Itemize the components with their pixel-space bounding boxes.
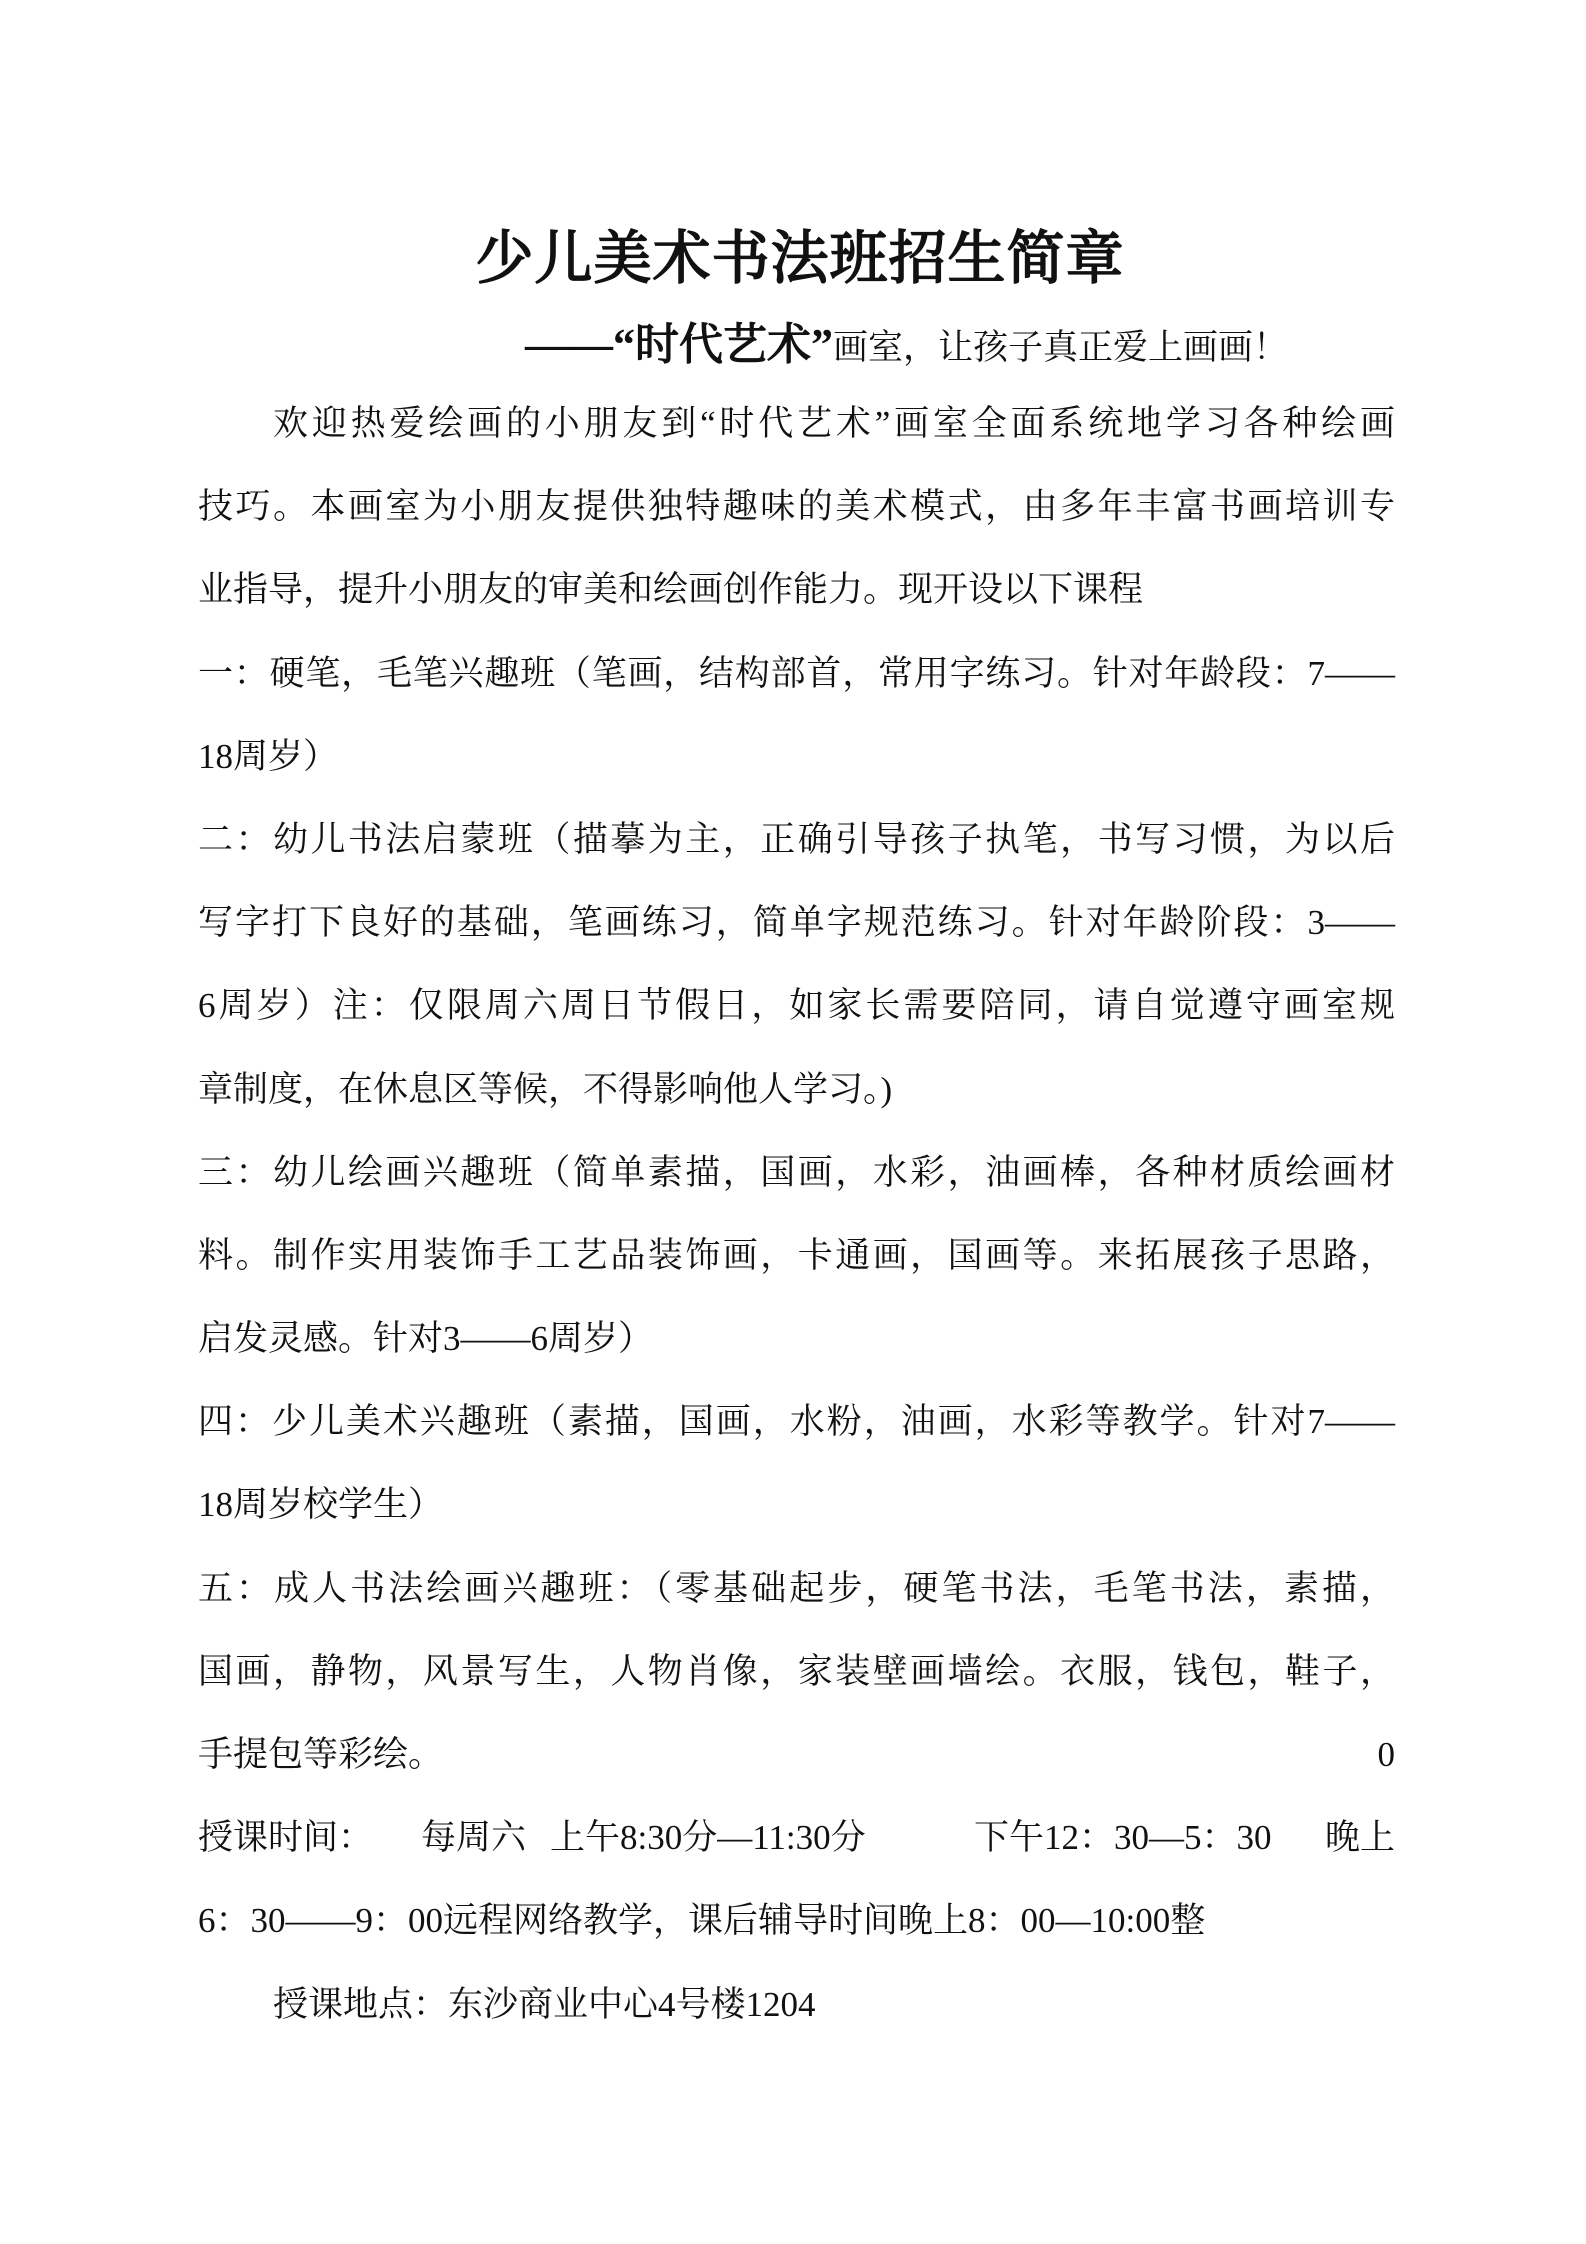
course-line: 手提包等彩绘。 [198,1735,444,1774]
schedule-row [198,1796,1395,1879]
course-line: 18周岁校学生） [198,1485,444,1525]
course-line: 一：硬笔，毛笔兴趣班（笔画，结构部首，常用字练习。针对年龄段：7—— [198,653,1395,693]
intro-line: 技巧。本画室为小朋友提供独特趣味的美术模式，由多年丰富书画培训专 [198,487,1395,527]
course-item [198,1380,1395,1546]
course-item [198,1131,1395,1381]
stray-mark: 0 [1377,1735,1395,1774]
course-last-line [198,1713,1395,1796]
course-line: 四：少儿美术兴趣班（素描，国画，水粉，油画，水彩等教学。针对7—— [198,1402,1395,1442]
course-line: 6周岁）注：仅限周六周日节假日，如家长需要陪同，请自觉遵守画室规 [198,986,1395,1026]
course-line: 章制度，在休息区等候，不得影响他人学习。) [198,1069,893,1109]
location-line: 授课地点：东沙商业中心4号楼1204 [273,1984,816,2024]
intro-paragraph [198,382,1395,632]
course-line: 五：成人书法绘画兴趣班：（零基础起步，硬笔书法，毛笔书法，素描， [198,1568,1395,1608]
subtitle [525,315,1288,375]
course-line: 二：幼儿书法启蒙班（描摹为主，正确引导孩子执笔，书写习惯，为以后 [198,819,1395,859]
course-line: 18周岁） [198,736,339,776]
schedule-morning: 上午8:30分—11:30分 [550,1818,866,1858]
course-line: 写字打下良好的基础，笔画练习，简单字规范练习。针对年龄阶段：3—— [198,903,1395,943]
schedule [198,1796,1395,1962]
subtitle-brand: ——“时代艺术” [525,320,833,369]
course-line: 启发灵感。针对3——6周岁） [198,1319,654,1359]
schedule-afternoon: 下午12：30—5：30 [974,1818,1272,1858]
schedule-day: 每周六 [421,1818,527,1858]
page-title: 少儿美术书法班招生简章 [475,226,1125,291]
course-line: 国画，静物，风景写生，人物肖像，家装壁画墙绘。衣服，钱包，鞋子， [198,1651,1395,1691]
intro-line: 业指导，提升小朋友的审美和绘画创作能力。现开设以下课程 [198,570,1144,610]
schedule-continuation: 6：30——9：00远程网络教学，课后辅导时间晚上8：00—10:00整 [198,1901,1206,1941]
schedule-label: 授课时间： [198,1818,374,1858]
document-body [198,382,1395,2046]
intro-line: 欢迎热爱绘画的小朋友到“时代艺术”画室全面系统地学习各种绘画 [273,404,1395,443]
course-item [198,1547,1395,1797]
course-line: 三：幼儿绘画兴趣班（简单素描，国画，水彩，油画棒，各种材质绘画材 [198,1152,1395,1192]
course-item [198,632,1395,798]
course-item [198,798,1395,1131]
subtitle-slogan: 画室，让孩子真正爱上画画！ [833,328,1289,367]
course-line: 料。制作实用装饰手工艺品装饰画，卡通画，国画等。来拓展孩子思路， [198,1235,1395,1275]
schedule-evening-label: 晚上 [1324,1818,1395,1858]
